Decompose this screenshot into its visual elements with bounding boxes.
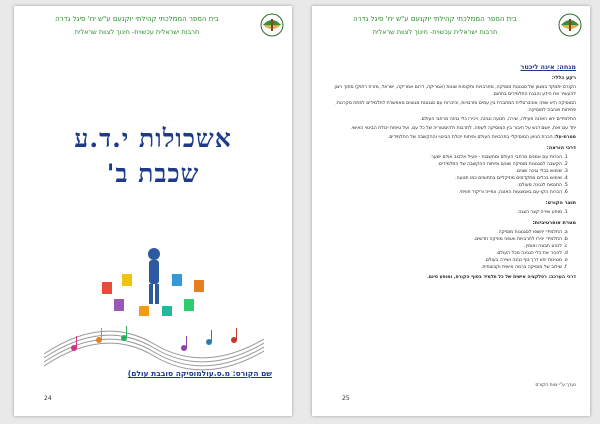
- header-line2: תרבות ישראלית עכשוית- חינוך לצוות שראלית: [372, 28, 498, 36]
- page-header: [320, 14, 550, 37]
- background-para: הקורס יתמקד במגוון של סגנונות מוסיקה, מתרבויות ותקופות שונות (אמריקה, דרום אמריקה, ישראל, מזרח רחוק) מתוך רצון להעשיר את הידע והבנת התלמידים בתחום.: [334, 85, 576, 97]
- list-item: 1. מופע שירה קצר הצגה.: [326, 209, 562, 216]
- page-number: 24: [44, 395, 52, 402]
- background-para: יחד עם זאת, יושם דגש על חיבור בין המוסיקה לשפה, לתרבות ולהיסטוריה של כל עם, ועל טיפוח יכולת הביטוי האישי.: [350, 126, 576, 131]
- list-item: 3. שימוש בכלי נגינה שונים.: [326, 168, 562, 175]
- document-title: אשכולות י.ד.ע: [74, 124, 232, 153]
- sub-goals-list: [326, 154, 576, 196]
- header-line2: תרבות ישראלית עכשוית- חינוך לצוות שראלית: [74, 28, 200, 36]
- thinking-person-icon: [148, 248, 160, 304]
- background-para: המוסיקה היא שפה אוניברסלית המחברת בין עמים ותרבויות, והיכרות עם סגנונות מגוונים מאפשרת לתלמידים לפתח סקרנות, פתיחות ואהבה למוסיקה.: [335, 101, 576, 113]
- goal-label: מטרת-על:: [554, 135, 576, 140]
- course-name: שם הקורס: מ.ס.עולמוסיקה סובבת עולם): [127, 369, 272, 378]
- list-item: 1. הכרות עם אמנים מרחבי העולם ומחשבות - פעיל אלבוב אולם ישער.: [326, 154, 562, 161]
- page-number: 25: [342, 395, 350, 402]
- closing-text: דרכי הערכה: רפלקציה אישית של כל תלמיד בסוף הקורס, ומופע סיום.: [427, 275, 576, 280]
- product-list: [326, 209, 576, 216]
- product-title: תוצר הקורס:: [545, 200, 576, 206]
- page-content: [326, 64, 576, 283]
- page-right: [312, 6, 590, 416]
- goal-text: הכרת הגיוון המוסיקלי בתרבויות העולם ופיתוח יכולת הביטוי וההקשבה של התלמידים.: [387, 135, 553, 140]
- goal: [326, 134, 576, 141]
- background-title: רקע כללי:: [551, 75, 576, 81]
- school-logo-icon: [558, 13, 582, 37]
- document-subtitle: שכבת ב': [106, 159, 200, 188]
- header-line1: בית הספר הממלכתי קהילתי יוקנעם ע"ש יח' סיגל גדרה: [353, 15, 517, 23]
- page-left: [14, 6, 292, 416]
- list-item: 4. שימוש בכלים מתקדמים מוזיקליים בתחומים כמו תנועה.: [326, 175, 562, 182]
- list-item: d. להכיר את כלי הנגינה מכל העולם.: [326, 250, 562, 257]
- assessment-title: מטרת אופרטיביות:: [532, 220, 576, 226]
- background-para: התלמידים יחוו האזנה פעילה, שירה, תנועה ונגינה, ויכירו כלי נגינה מרחבי העולם.: [420, 117, 576, 122]
- header-line1: בית הספר הממלכתי קהילתי יוקנעם ע"ש יח' סיגל גדרה: [55, 15, 219, 23]
- signature-note: נערך ע"י צוות הקורס: [535, 383, 576, 388]
- sub-goals-title: דרכי הוראה:: [546, 145, 576, 151]
- list-item: e. מנגינות יחוו דרך גוף נגינה ושירה בעולם.: [326, 257, 562, 264]
- list-item: b. התלמידי יכירו לתרבויות ואופני מוזיקה חדשים.: [326, 236, 562, 243]
- teacher-name: מנחה: איגה ליכטר: [520, 63, 576, 71]
- note-icon: [71, 326, 237, 351]
- list-item: 5. התנסות לנגינה מעולם.: [326, 182, 562, 189]
- music-illustration: [44, 244, 264, 374]
- assessment-list: [326, 229, 576, 271]
- list-item: 6. הכרות הקו-עם באמצעות האזנה, צפייה וריקוד חוויתי.: [326, 189, 562, 196]
- list-item: 2. הקשבה לסגנונות מוסיקה שונים ופיתוח ההקשבה של התלמידים.: [326, 161, 562, 168]
- list-item: a. התלמידי יחשפו לסגנונות מוסיקה.: [326, 229, 562, 236]
- page-header: [22, 14, 252, 37]
- school-logo-icon: [260, 13, 284, 37]
- list-item: c. לנהוג תבונה ואומץ.: [326, 243, 562, 250]
- list-item: f. שילוב של מוסיקה ברמה אישית וקבוצתית.: [326, 264, 562, 271]
